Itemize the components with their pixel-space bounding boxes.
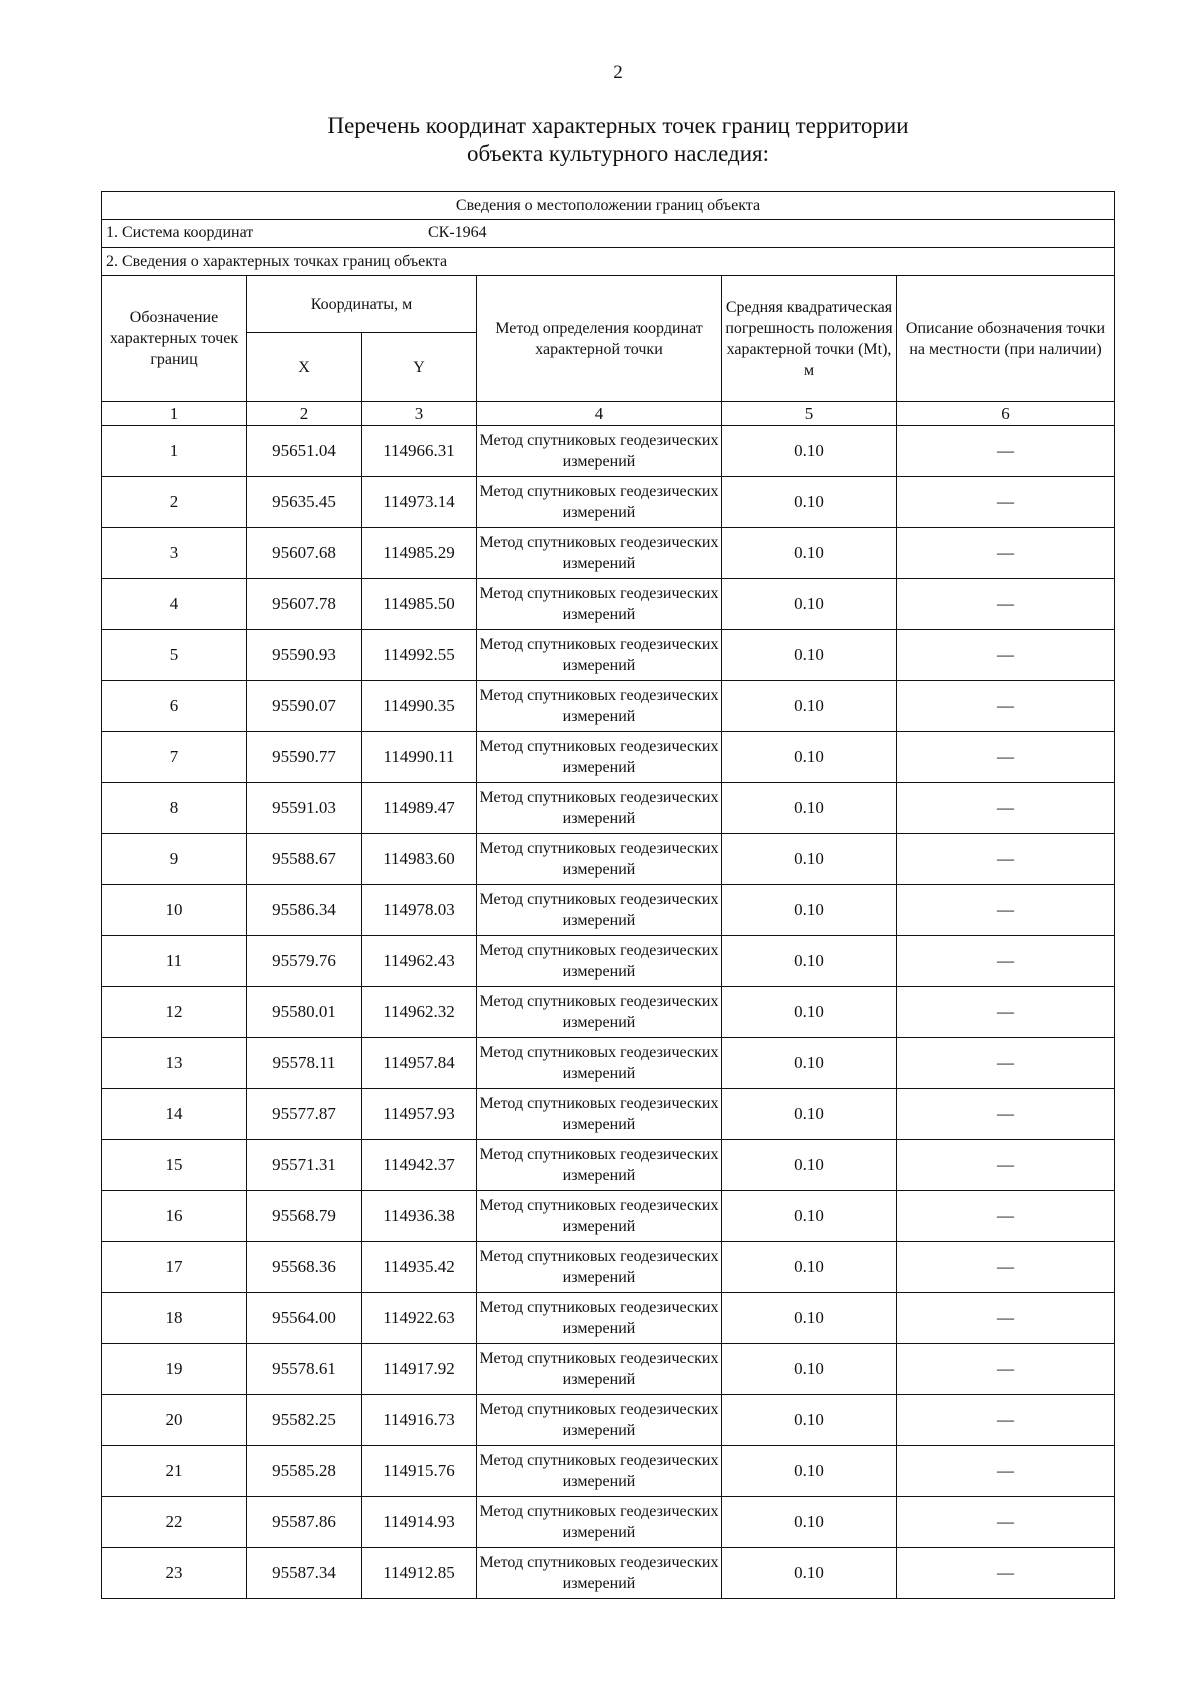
- mean-error-cell: 0.10: [722, 783, 897, 834]
- table-row: [102, 1344, 1115, 1395]
- method-cell: Метод спутниковых геодезических измерений: [477, 1140, 722, 1191]
- description-cell: —: [897, 1446, 1115, 1497]
- description-cell: —: [897, 885, 1115, 936]
- x-coordinate-cell: 95607.78: [247, 579, 362, 630]
- description-cell: —: [897, 477, 1115, 528]
- y-coordinate-cell: 114916.73: [362, 1395, 477, 1446]
- y-coordinate-cell: 114915.76: [362, 1446, 477, 1497]
- description-cell: —: [897, 681, 1115, 732]
- method-cell: Метод спутниковых геодезических измерений: [477, 885, 722, 936]
- y-coordinate-cell: 114962.43: [362, 936, 477, 987]
- y-coordinate-cell: 114990.35: [362, 681, 477, 732]
- method-cell: Метод спутниковых геодезических измерений: [477, 1242, 722, 1293]
- x-coordinate-cell: 95564.00: [247, 1293, 362, 1344]
- y-coordinate-cell: 114990.11: [362, 732, 477, 783]
- method-cell: Метод спутниковых геодезических измерений: [477, 987, 722, 1038]
- mean-error-cell: 0.10: [722, 1140, 897, 1191]
- point-number-cell: 16: [102, 1191, 247, 1242]
- mean-error-cell: 0.10: [722, 1293, 897, 1344]
- y-coordinate-cell: 114985.50: [362, 579, 477, 630]
- description-cell: —: [897, 1242, 1115, 1293]
- mean-error-cell: 0.10: [722, 1089, 897, 1140]
- x-coordinate-cell: 95582.25: [247, 1395, 362, 1446]
- table-row: [102, 732, 1115, 783]
- description-cell: —: [897, 1089, 1115, 1140]
- y-coordinate-cell: 114989.47: [362, 783, 477, 834]
- x-coordinate-cell: 95578.61: [247, 1344, 362, 1395]
- x-coordinate-cell: 95651.04: [247, 426, 362, 477]
- method-cell: Метод спутниковых геодезических измерений: [477, 1038, 722, 1089]
- description-cell: —: [897, 630, 1115, 681]
- x-coordinate-cell: 95585.28: [247, 1446, 362, 1497]
- table-row: [102, 1242, 1115, 1293]
- mean-error-cell: 0.10: [722, 1548, 897, 1599]
- method-cell: Метод спутниковых геодезических измерений: [477, 426, 722, 477]
- y-coordinate-cell: 114935.42: [362, 1242, 477, 1293]
- table-caption: Сведения о местоположении границ объекта: [102, 192, 1115, 220]
- header-coordinates: Координаты, м: [247, 276, 477, 333]
- y-coordinate-cell: 114912.85: [362, 1548, 477, 1599]
- table-row: [102, 426, 1115, 477]
- method-cell: Метод спутниковых геодезических измерений: [477, 1293, 722, 1344]
- point-number-cell: 3: [102, 528, 247, 579]
- point-number-cell: 19: [102, 1344, 247, 1395]
- method-cell: Метод спутниковых геодезических измерений: [477, 477, 722, 528]
- description-cell: —: [897, 1191, 1115, 1242]
- column-number: 2: [247, 402, 362, 426]
- x-coordinate-cell: 95578.11: [247, 1038, 362, 1089]
- point-number-cell: 13: [102, 1038, 247, 1089]
- x-coordinate-cell: 95591.03: [247, 783, 362, 834]
- table-row: [102, 1293, 1115, 1344]
- table-row: [102, 528, 1115, 579]
- coord-system-row: [102, 220, 1115, 248]
- table-row: [102, 987, 1115, 1038]
- mean-error-cell: 0.10: [722, 885, 897, 936]
- table-row: [102, 1191, 1115, 1242]
- point-number-cell: 9: [102, 834, 247, 885]
- point-number-cell: 8: [102, 783, 247, 834]
- method-cell: Метод спутниковых геодезических измерений: [477, 630, 722, 681]
- x-coordinate-cell: 95635.45: [247, 477, 362, 528]
- description-cell: —: [897, 783, 1115, 834]
- mean-error-cell: 0.10: [722, 681, 897, 732]
- header-description: Описание обозначения точки на местности (при наличии): [897, 276, 1115, 402]
- mean-error-cell: 0.10: [722, 732, 897, 783]
- table-row: [102, 1038, 1115, 1089]
- point-number-cell: 5: [102, 630, 247, 681]
- y-coordinate-cell: 114992.55: [362, 630, 477, 681]
- column-number-row: [102, 402, 1115, 426]
- method-cell: Метод спутниковых геодезических измерений: [477, 1344, 722, 1395]
- header-mean-error: Средняя квадратическая погрешность положения характерной точки (Mt), м: [722, 276, 897, 402]
- mean-error-cell: 0.10: [722, 426, 897, 477]
- y-coordinate-cell: 114914.93: [362, 1497, 477, 1548]
- mean-error-cell: 0.10: [722, 834, 897, 885]
- title-line-1: Перечень координат характерных точек границ территории: [327, 113, 909, 138]
- point-number-cell: 1: [102, 426, 247, 477]
- point-number-cell: 10: [102, 885, 247, 936]
- x-coordinate-cell: 95590.07: [247, 681, 362, 732]
- mean-error-cell: 0.10: [722, 1446, 897, 1497]
- column-number: 6: [897, 402, 1115, 426]
- y-coordinate-cell: 114985.29: [362, 528, 477, 579]
- method-cell: Метод спутниковых геодезических измерений: [477, 1446, 722, 1497]
- method-cell: Метод спутниковых геодезических измерений: [477, 783, 722, 834]
- method-cell: Метод спутниковых геодезических измерений: [477, 681, 722, 732]
- mean-error-cell: 0.10: [722, 1344, 897, 1395]
- description-cell: —: [897, 834, 1115, 885]
- y-coordinate-cell: 114983.60: [362, 834, 477, 885]
- mean-error-cell: 0.10: [722, 528, 897, 579]
- description-cell: —: [897, 426, 1115, 477]
- mean-error-cell: 0.10: [722, 630, 897, 681]
- header-x: X: [247, 333, 362, 402]
- method-cell: Метод спутниковых геодезических измерений: [477, 1497, 722, 1548]
- table-row: [102, 630, 1115, 681]
- x-coordinate-cell: 95607.68: [247, 528, 362, 579]
- method-cell: Метод спутниковых геодезических измерений: [477, 834, 722, 885]
- header-y: Y: [362, 333, 477, 402]
- point-number-cell: 4: [102, 579, 247, 630]
- mean-error-cell: 0.10: [722, 987, 897, 1038]
- mean-error-cell: 0.10: [722, 1191, 897, 1242]
- x-coordinate-cell: 95590.93: [247, 630, 362, 681]
- point-number-cell: 17: [102, 1242, 247, 1293]
- column-number: 5: [722, 402, 897, 426]
- method-cell: Метод спутниковых геодезических измерений: [477, 1548, 722, 1599]
- title-line-2: объекта культурного наследия:: [466, 141, 770, 166]
- y-coordinate-cell: 114962.32: [362, 987, 477, 1038]
- mean-error-cell: 0.10: [722, 1395, 897, 1446]
- method-cell: Метод спутниковых геодезических измерений: [477, 732, 722, 783]
- mean-error-cell: 0.10: [722, 1242, 897, 1293]
- coordinates-table: [101, 191, 1115, 1599]
- point-number-cell: 23: [102, 1548, 247, 1599]
- description-cell: —: [897, 579, 1115, 630]
- method-cell: Метод спутниковых геодезических измерений: [477, 528, 722, 579]
- table-row: [102, 834, 1115, 885]
- x-coordinate-cell: 95579.76: [247, 936, 362, 987]
- table-row: [102, 579, 1115, 630]
- y-coordinate-cell: 114922.63: [362, 1293, 477, 1344]
- y-coordinate-cell: 114917.92: [362, 1344, 477, 1395]
- point-number-cell: 18: [102, 1293, 247, 1344]
- x-coordinate-cell: 95588.67: [247, 834, 362, 885]
- point-number-cell: 12: [102, 987, 247, 1038]
- table-row: [102, 1446, 1115, 1497]
- point-number-cell: 7: [102, 732, 247, 783]
- description-cell: —: [897, 528, 1115, 579]
- description-cell: —: [897, 732, 1115, 783]
- x-coordinate-cell: 95580.01: [247, 987, 362, 1038]
- header-designation: Обозначение характерных точек границ: [102, 276, 247, 402]
- description-cell: —: [897, 1293, 1115, 1344]
- point-number-cell: 11: [102, 936, 247, 987]
- method-cell: Метод спутниковых геодезических измерений: [477, 1395, 722, 1446]
- description-cell: —: [897, 987, 1115, 1038]
- method-cell: Метод спутниковых геодезических измерений: [477, 1089, 722, 1140]
- point-number-cell: 14: [102, 1089, 247, 1140]
- coord-system-value: СК-1964: [428, 224, 487, 241]
- coord-system-label: 1. Система координат: [106, 224, 254, 241]
- description-cell: —: [897, 1140, 1115, 1191]
- document-title: [0, 112, 1200, 168]
- y-coordinate-cell: 114957.93: [362, 1089, 477, 1140]
- table-row: [102, 1395, 1115, 1446]
- column-number: 1: [102, 402, 247, 426]
- column-number: 3: [362, 402, 477, 426]
- method-cell: Метод спутниковых геодезических измерений: [477, 579, 722, 630]
- y-coordinate-cell: 114978.03: [362, 885, 477, 936]
- table-row: [102, 1140, 1115, 1191]
- x-coordinate-cell: 95568.79: [247, 1191, 362, 1242]
- point-number-cell: 20: [102, 1395, 247, 1446]
- y-coordinate-cell: 114973.14: [362, 477, 477, 528]
- table-row: [102, 1497, 1115, 1548]
- table-row: [102, 477, 1115, 528]
- y-coordinate-cell: 114936.38: [362, 1191, 477, 1242]
- point-number-cell: 22: [102, 1497, 247, 1548]
- table-row: [102, 936, 1115, 987]
- header-method: Метод определения координат характерной точки: [477, 276, 722, 402]
- mean-error-cell: 0.10: [722, 936, 897, 987]
- x-coordinate-cell: 95586.34: [247, 885, 362, 936]
- x-coordinate-cell: 95571.31: [247, 1140, 362, 1191]
- point-number-cell: 2: [102, 477, 247, 528]
- point-number-cell: 21: [102, 1446, 247, 1497]
- x-coordinate-cell: 95568.36: [247, 1242, 362, 1293]
- description-cell: —: [897, 1548, 1115, 1599]
- mean-error-cell: 0.10: [722, 579, 897, 630]
- table-row: [102, 1089, 1115, 1140]
- x-coordinate-cell: 95577.87: [247, 1089, 362, 1140]
- description-cell: —: [897, 1497, 1115, 1548]
- method-cell: Метод спутниковых геодезических измерений: [477, 1191, 722, 1242]
- x-coordinate-cell: 95587.34: [247, 1548, 362, 1599]
- x-coordinate-cell: 95587.86: [247, 1497, 362, 1548]
- description-cell: —: [897, 936, 1115, 987]
- mean-error-cell: 0.10: [722, 477, 897, 528]
- mean-error-cell: 0.10: [722, 1497, 897, 1548]
- y-coordinate-cell: 114942.37: [362, 1140, 477, 1191]
- point-number-cell: 15: [102, 1140, 247, 1191]
- description-cell: —: [897, 1395, 1115, 1446]
- table-row: [102, 783, 1115, 834]
- table-row: [102, 681, 1115, 732]
- y-coordinate-cell: 114966.31: [362, 426, 477, 477]
- mean-error-cell: 0.10: [722, 1038, 897, 1089]
- method-cell: Метод спутниковых геодезических измерений: [477, 936, 722, 987]
- table-row: [102, 1548, 1115, 1599]
- point-number-cell: 6: [102, 681, 247, 732]
- description-cell: —: [897, 1038, 1115, 1089]
- x-coordinate-cell: 95590.77: [247, 732, 362, 783]
- description-cell: —: [897, 1344, 1115, 1395]
- y-coordinate-cell: 114957.84: [362, 1038, 477, 1089]
- points-section-label: 2. Сведения о характерных точках границ объекта: [102, 248, 1115, 276]
- page-number: 2: [613, 62, 623, 83]
- table-row: [102, 885, 1115, 936]
- column-number: 4: [477, 402, 722, 426]
